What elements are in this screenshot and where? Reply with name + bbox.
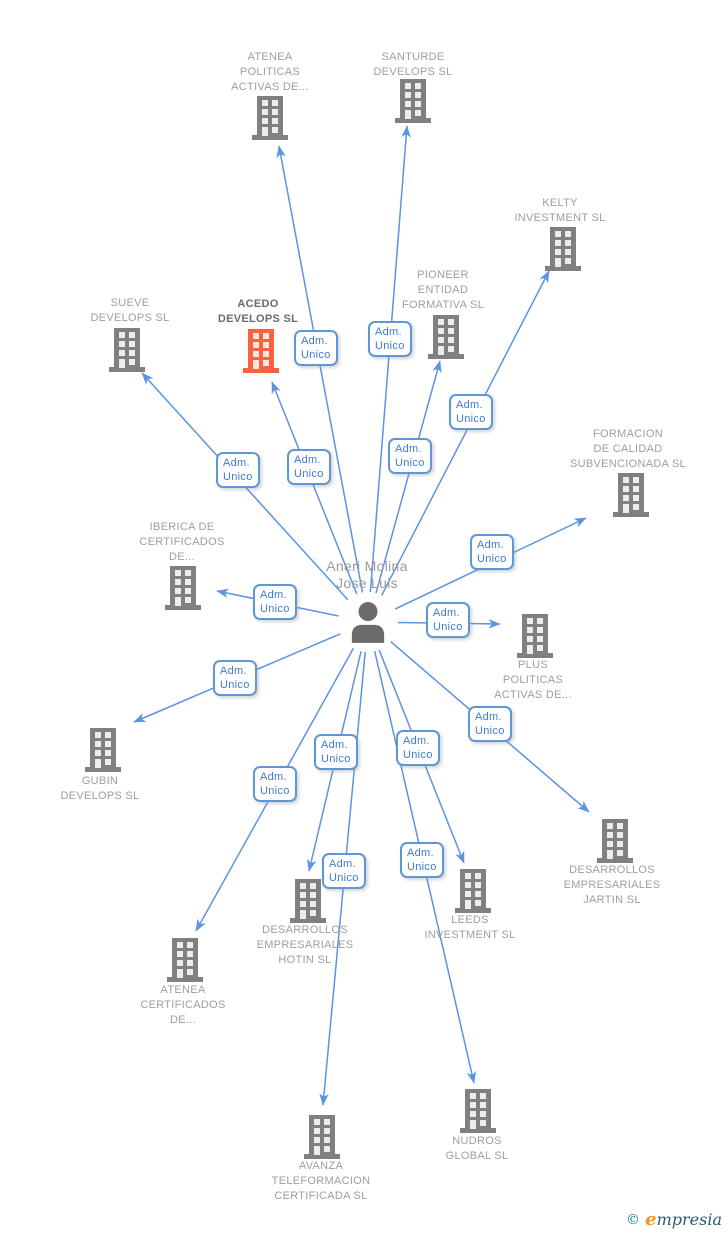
building-icon[interactable] (453, 869, 493, 913)
adm-unico-badge[interactable]: Adm. Unico (314, 734, 358, 770)
building-icon[interactable] (163, 566, 203, 610)
building-icon[interactable] (595, 819, 635, 863)
relationship-edge (370, 126, 407, 592)
company-label: ATENEA POLITICAS ACTIVAS DE... (231, 51, 309, 93)
company-label: SANTURDE DEVELOPS SL (373, 51, 453, 78)
adm-unico-badge[interactable]: Adm. Unico (426, 602, 470, 638)
building-icon-highlighted[interactable] (241, 329, 281, 373)
company-label: AVANZA TELEFORMACION CERTIFICADA SL (271, 1160, 371, 1202)
building-icon[interactable] (543, 227, 583, 271)
adm-unico-badge[interactable]: Adm. Unico (400, 842, 444, 878)
adm-unico-badge[interactable]: Adm. Unico (213, 660, 257, 696)
company-label: FORMACION DE CALIDAD SUBVENCIONADA SL (569, 428, 687, 470)
person-name-line2: Jose Luis (336, 575, 398, 591)
adm-unico-badge[interactable]: Adm. Unico (396, 730, 440, 766)
relationship-edge (279, 146, 363, 593)
building-icon[interactable] (107, 328, 147, 372)
company-label: LEEDS INVESTMENT SL (424, 914, 516, 941)
building-icon[interactable] (250, 96, 290, 140)
company-label: PLUS POLITICAS ACTIVAS DE... (494, 659, 572, 701)
adm-unico-badge[interactable]: Adm. Unico (368, 321, 412, 357)
adm-unico-badge[interactable]: Adm. Unico (216, 452, 260, 488)
building-icon[interactable] (458, 1089, 498, 1133)
company-label: NUDROS GLOBAL SL (445, 1135, 509, 1162)
adm-unico-badge[interactable]: Adm. Unico (322, 853, 366, 889)
building-icon[interactable] (83, 728, 123, 772)
company-label: KELTY INVESTMENT SL (514, 197, 606, 224)
company-label: GUBIN DEVELOPS SL (60, 775, 140, 802)
adm-unico-badge[interactable]: Adm. Unico (294, 330, 338, 366)
company-label: ATENEA CERTIFICADOS DE... (140, 984, 226, 1026)
person-name (326, 558, 407, 592)
brand-initial: e (645, 1209, 657, 1230)
building-icon[interactable] (611, 473, 651, 517)
building-icon[interactable] (426, 315, 466, 359)
empresia-logo[interactable] (626, 1209, 722, 1230)
company-label: DESARROLLOS EMPRESARIALES HOTIN SL (256, 924, 354, 966)
building-icon[interactable] (515, 614, 555, 658)
company-label: IBERICA DE CERTIFICADOS DE... (139, 521, 225, 563)
adm-unico-badge[interactable]: Adm. Unico (388, 438, 432, 474)
brand-text: mpresia (656, 1210, 722, 1229)
building-icon[interactable] (165, 938, 205, 982)
building-icon[interactable] (393, 79, 433, 123)
company-label: SUEVE DEVELOPS SL (90, 297, 170, 324)
adm-unico-badge[interactable]: Adm. Unico (253, 766, 297, 802)
copyright-icon: © (626, 1212, 641, 1228)
company-label: PIONEER ENTIDAD FORMATIVA SL (401, 269, 485, 311)
adm-unico-badge[interactable]: Adm. Unico (468, 706, 512, 742)
adm-unico-badge[interactable]: Adm. Unico (470, 534, 514, 570)
adm-unico-badge[interactable]: Adm. Unico (287, 449, 331, 485)
building-icon[interactable] (302, 1115, 342, 1159)
person-icon[interactable] (349, 601, 387, 643)
person-name-line1: Aneri Molina (326, 558, 408, 574)
company-label: DESARROLLOS EMPRESARIALES JARTIN SL (563, 864, 661, 906)
adm-unico-badge[interactable]: Adm. Unico (253, 584, 297, 620)
adm-unico-badge[interactable]: Adm. Unico (449, 394, 493, 430)
company-label: ACEDO DEVELOPS SL (217, 298, 299, 325)
